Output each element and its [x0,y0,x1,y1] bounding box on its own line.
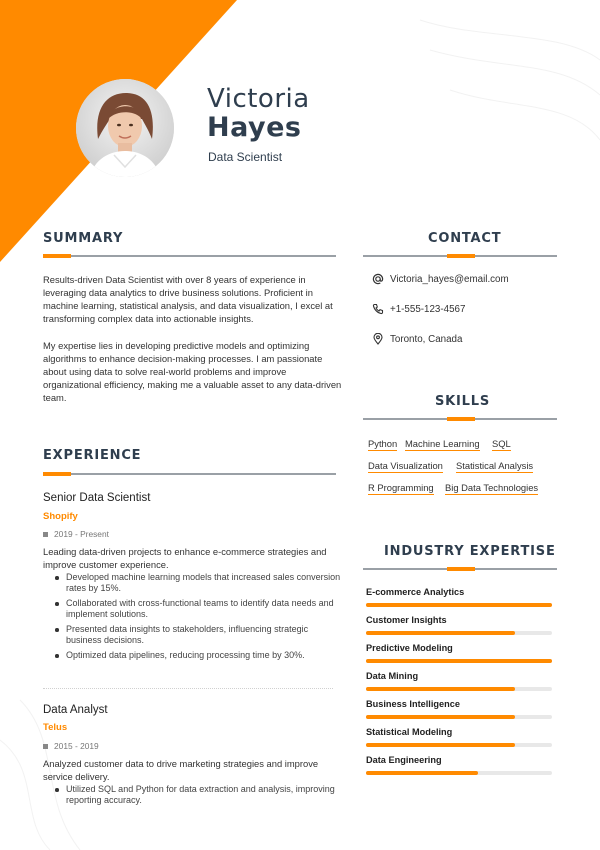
contact-email[interactable]: Victoria_hayes@email.com [390,273,509,285]
dates-1 [43,529,109,539]
industry-expertise-label: Business Intelligence [366,699,460,709]
industry-expertise-track [366,603,552,607]
list-item: Collaborated with cross-functional teams to identify data needs and implement solutions. [66,598,344,620]
company-2: Telus [43,722,68,733]
location-pin-icon [372,333,384,345]
skill-tag: Python [368,438,398,449]
skills-heading: SKILLS [435,394,491,409]
experience-accent [43,472,71,476]
skill-tag: Big Data Technologies [445,482,539,493]
experience-rule [43,473,336,475]
company-1: Shopify [43,511,78,522]
contact-location-row [372,333,462,345]
industry-expertise-track [366,631,552,635]
contact-email-row [372,273,509,285]
skill-tag: R Programming [368,482,434,493]
skill-tag: Statistical Analysis [456,460,534,471]
job-title-1: Senior Data Scientist [43,492,151,504]
experience-heading: EXPERIENCE [43,448,142,463]
industry-expertise-fill [366,631,515,635]
summary-heading: SUMMARY [43,231,124,246]
industry-expertise-fill [366,715,515,719]
calendar-square-icon [43,532,48,537]
summary-paragraph-2: My expertise lies in developing predictive models and optimizing algorithms to enhance decision-making processes. I am passionate about using data to solve real-world problems and improve organizational efficiency, making me a valuable asset to any data-driven team. [43,340,342,403]
skill-tag: SQL [492,438,511,449]
industry-expertise-label: Data Mining [366,671,419,681]
contact-location: Toronto, Canada [390,333,463,345]
last-name: Hayes [207,112,302,143]
contact-accent [447,254,475,258]
at-icon [372,273,384,285]
industry-expertise-track [366,715,552,719]
industry-expertise-track [366,743,552,747]
industry-expertise-track [366,771,552,775]
summary-paragraph-1: Results-driven Data Scientist with over 8 years of experience in leveraging data analytics to drive business solutions. Proficient in machine learning, statistical analysis, and data visualization, I excel at transforming complex data into actionable insights. [43,274,333,324]
dates-text-1: 2019 - Present [54,529,109,539]
list-item: Developed machine learning models that increased sales conversion rates by 15%. [66,572,344,594]
summary-accent [43,254,71,258]
dates-text-2: 2015 - 2019 [54,741,99,751]
summary-rule [43,255,336,257]
list-item: Presented data insights to stakeholders, influencing strategic business decisions. [66,624,344,646]
industry-expertise-track [366,659,552,663]
industry-expertise-label: Predictive Modeling [366,643,453,653]
list-item: Utilized SQL and Python for data extraction and analysis, improving reporting accuracy. [66,784,344,806]
skills-accent [447,417,475,421]
dates-2 [43,741,99,751]
industry-expertise-fill [366,771,478,775]
job-description-2: Analyzed customer data to drive marketing strategies and improve service delivery. [43,758,319,782]
skill-tag: Machine Learning [405,438,480,449]
profile-photo [76,79,174,177]
list-item: Optimized data pipelines, reducing processing time by 30%. [66,650,344,661]
industry-expertise-track [366,687,552,691]
industry-expertise-label: Statistical Modeling [366,727,453,737]
industry-expertise-label: Customer Insights [366,615,447,625]
calendar-square-icon [43,744,48,749]
industry-expertise-heading: INDUSTRY EXPERTISE [384,544,556,559]
industry-expertise-accent [447,567,475,571]
job-bullets-2 [66,784,344,810]
job-divider [43,688,333,689]
industry-expertise-fill [366,603,552,607]
skill-tag: Data Visualization [368,460,443,471]
phone-icon [372,303,384,315]
industry-expertise-fill [366,659,552,663]
industry-expertise-fill [366,687,515,691]
contact-phone[interactable]: +1-555-123-4567 [390,303,466,315]
job-title-2: Data Analyst [43,704,108,716]
job-description-1: Leading data-driven projects to enhance e-commerce strategies and improve customer experience. [43,546,327,570]
job-title: Data Scientist [208,150,283,164]
first-name: Victoria [207,84,310,114]
job-bullets-1 [66,572,344,665]
contact-heading: CONTACT [428,231,502,246]
industry-expertise-label: Data Engineering [366,755,442,765]
industry-expertise-fill [366,743,515,747]
industry-expertise-label: E-commerce Analytics [366,587,465,597]
contact-phone-row [372,303,465,315]
